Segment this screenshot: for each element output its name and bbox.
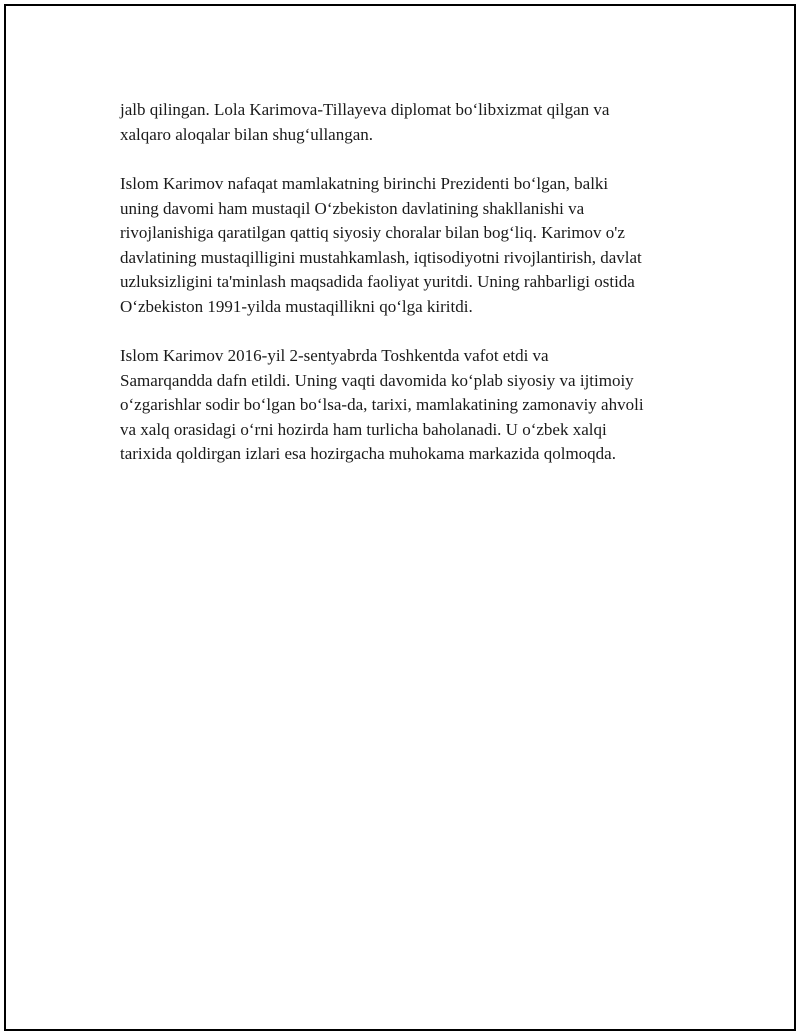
text-line: o‘zgarishlar sodir bo‘lgan bo‘lsa-da, tarixi, mamlakatining zamonaviy ahvoli <box>120 395 644 414</box>
text-line: Samarqandda dafn etildi. Uning vaqti davomida ko‘plab siyosiy va ijtimoiy <box>120 370 634 390</box>
text-line: O‘zbekiston 1991-yilda mustaqillikni qo‘lga kiritdi. <box>120 296 473 316</box>
text-line: va xalq orasidagi o‘rni hozirda ham turlicha baholanadi. U o‘zbek xalqi <box>120 419 607 439</box>
text-line: tarixida qoldirgan izlari esa hozirgacha muhokama markazida qolmoqda. <box>120 444 616 463</box>
text-line: Islom Karimov nafaqat mamlakatning birinchi Prezidenti bo‘lgan, balki <box>120 174 609 193</box>
paragraph-1 <box>120 98 710 147</box>
text-line: jalb qilingan. Lola Karimova-Tillayeva diplomat bo‘libxizmat qilgan va <box>120 100 610 119</box>
text-line: xalqaro aloqalar bilan shug‘ullangan. <box>120 124 374 144</box>
text-line: uning davomi ham mustaqil O‘zbekiston davlatining shakllanishi va <box>120 198 585 218</box>
text-line: Islom Karimov 2016-yil 2-sentyabrda Toshkentda vafot etdi va <box>120 346 549 365</box>
text-line: rivojlanishiga qaratilgan qattiq siyosiy choralar bilan bog‘liq. Karimov o'z <box>120 223 625 242</box>
text-line: uzluksizligini ta'minlash maqsadida faoliyat yuritdi. Uning rahbarligi ostida <box>120 272 635 291</box>
document-body <box>120 98 710 492</box>
paragraph-3 <box>120 344 710 467</box>
text-line: davlatining mustaqilligini mustahkamlash, iqtisodiyotni rivojlantirish, davlat <box>120 247 642 267</box>
page-border <box>4 4 796 1031</box>
paragraph-2 <box>120 172 710 319</box>
